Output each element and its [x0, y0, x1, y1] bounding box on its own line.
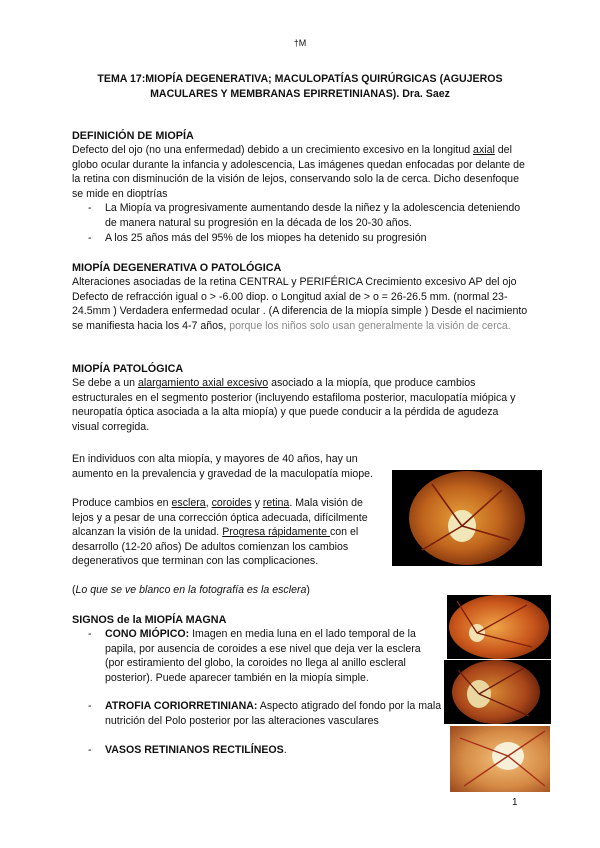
title-line-2: MACULARES Y MEMBRANAS EPIRRETINIANAS). Dra. Saez	[150, 88, 450, 100]
section-definicion	[72, 130, 528, 245]
list-item: - VASOS RETINIANOS RECTILÍNEOS.	[88, 743, 287, 756]
list-item: - A los 25 años más del 95% de los miopes ha detenido su progresión	[88, 231, 427, 244]
paragraph: Se debe a un alargamiento axial excesivo asociado a la miopía, que produce cambios estructurales en el segmento posterior (incluyendo estafiloma posterior, maculopatía miópica y neuropatía óptica asociada a la alta miopía) y que puede conducir a la pérdida de agudeza visual corregida.	[72, 377, 516, 433]
text: Alteraciones asociadas de la retina CENTRAL y PERIFÉRICA Crecimiento excesivo AP del ojo Defecto de refracción igual o > -6.00 diop. o Longitud axial de > o = 26-26.5 mm. (normal 23-24.5mm ) Verdadera enfermedad ocular . (A diferencia de la miopía simple ) Desde el nacimiento se manifiesta hacia los 4-7 años,	[72, 276, 528, 332]
paragraph: En individuos con alta miopía, y mayores de 40 años, hay un aumento en la prevalencia y gravedad de la maculopatía miope.	[72, 453, 373, 480]
paragraph	[72, 275, 528, 333]
bullet-list	[72, 201, 528, 245]
fundus-photo-2	[447, 595, 551, 659]
fundus-photo-4	[450, 726, 550, 792]
section-patologica	[72, 363, 528, 434]
section-degenerativa	[72, 262, 528, 333]
underlined-text: alargamiento axial excesivo	[137, 377, 269, 389]
section-heading: DEFINICIÓN DE MIOPÍA	[72, 130, 194, 142]
underlined-text: axial	[473, 144, 495, 156]
list-item: - ATROFIA CORIORRETINIANA: Aspecto atigrado del fondo por la mala nutrición del Polo posterior por las alteraciones vasculares	[88, 700, 442, 727]
list-item: - CONO MIÓPICO: Imagen en media luna en el lado temporal de la papila, por ausencia de coroides a ese nivel que deja ver la esclera (por estiramiento del globo, la coroides no llega al anillo escleral posterior). Puede aparecer también en la miopía simple.	[88, 628, 421, 684]
section-heading: MIOPÍA PATOLÓGICA	[72, 363, 184, 375]
fundus-photo-1	[392, 470, 542, 566]
page-number: 1	[512, 797, 518, 808]
text: del globo ocular durante la infancia y adolescencia, Las imágenes quedan enfocadas por delante de la retina con disminución de la visión de lejos, conservando solo la de cerca. Dicho desenfoque se mide en dioptrías	[72, 144, 525, 200]
title-line-1: TEMA 17:MIOPÍA DEGENERATIVA; MACULOPATÍAS QUIRÚRGICAS (AGUJEROS	[97, 73, 503, 85]
section-heading: SIGNOS de la MIOPÍA MAGNA	[72, 614, 227, 626]
fundus-photo-3	[444, 660, 551, 724]
section-signos	[72, 614, 442, 757]
paragraph-cambios: Produce cambios en esclera, coroides y retina. Mala visión de lejos y a pesar de una corrección óptica adecuada, difícilmente alcanzan la visión de la unidad. Progresa rápidamente con el desarrollo (12-20 años) De adultos comienzan los cambios degenerativos que terminan con las complicaciones.	[72, 497, 368, 568]
paragraph-alta-miopia	[72, 452, 378, 481]
text: Defecto del ojo (no una enfermedad) debido a un crecimiento excesivo en la longitud	[72, 144, 474, 156]
page-header: †M	[293, 38, 307, 48]
section-heading: MIOPÍA DEGENERATIVA O PATOLÓGICA	[72, 262, 282, 274]
list-item: - La Miopía va progresivamente aumentando desde la niñez y la adolescencia deteniendo de manera natural su progresión en la década de los 20-30 años.	[88, 202, 521, 229]
signs-list	[72, 627, 442, 757]
image-note: (Lo que se ve blanco en la fotografía es la esclera)	[72, 584, 310, 596]
gray-text: porque los niños solo usan generalmente la visión de cerca.	[229, 319, 511, 332]
paragraph	[72, 143, 528, 201]
document-title	[60, 72, 540, 102]
